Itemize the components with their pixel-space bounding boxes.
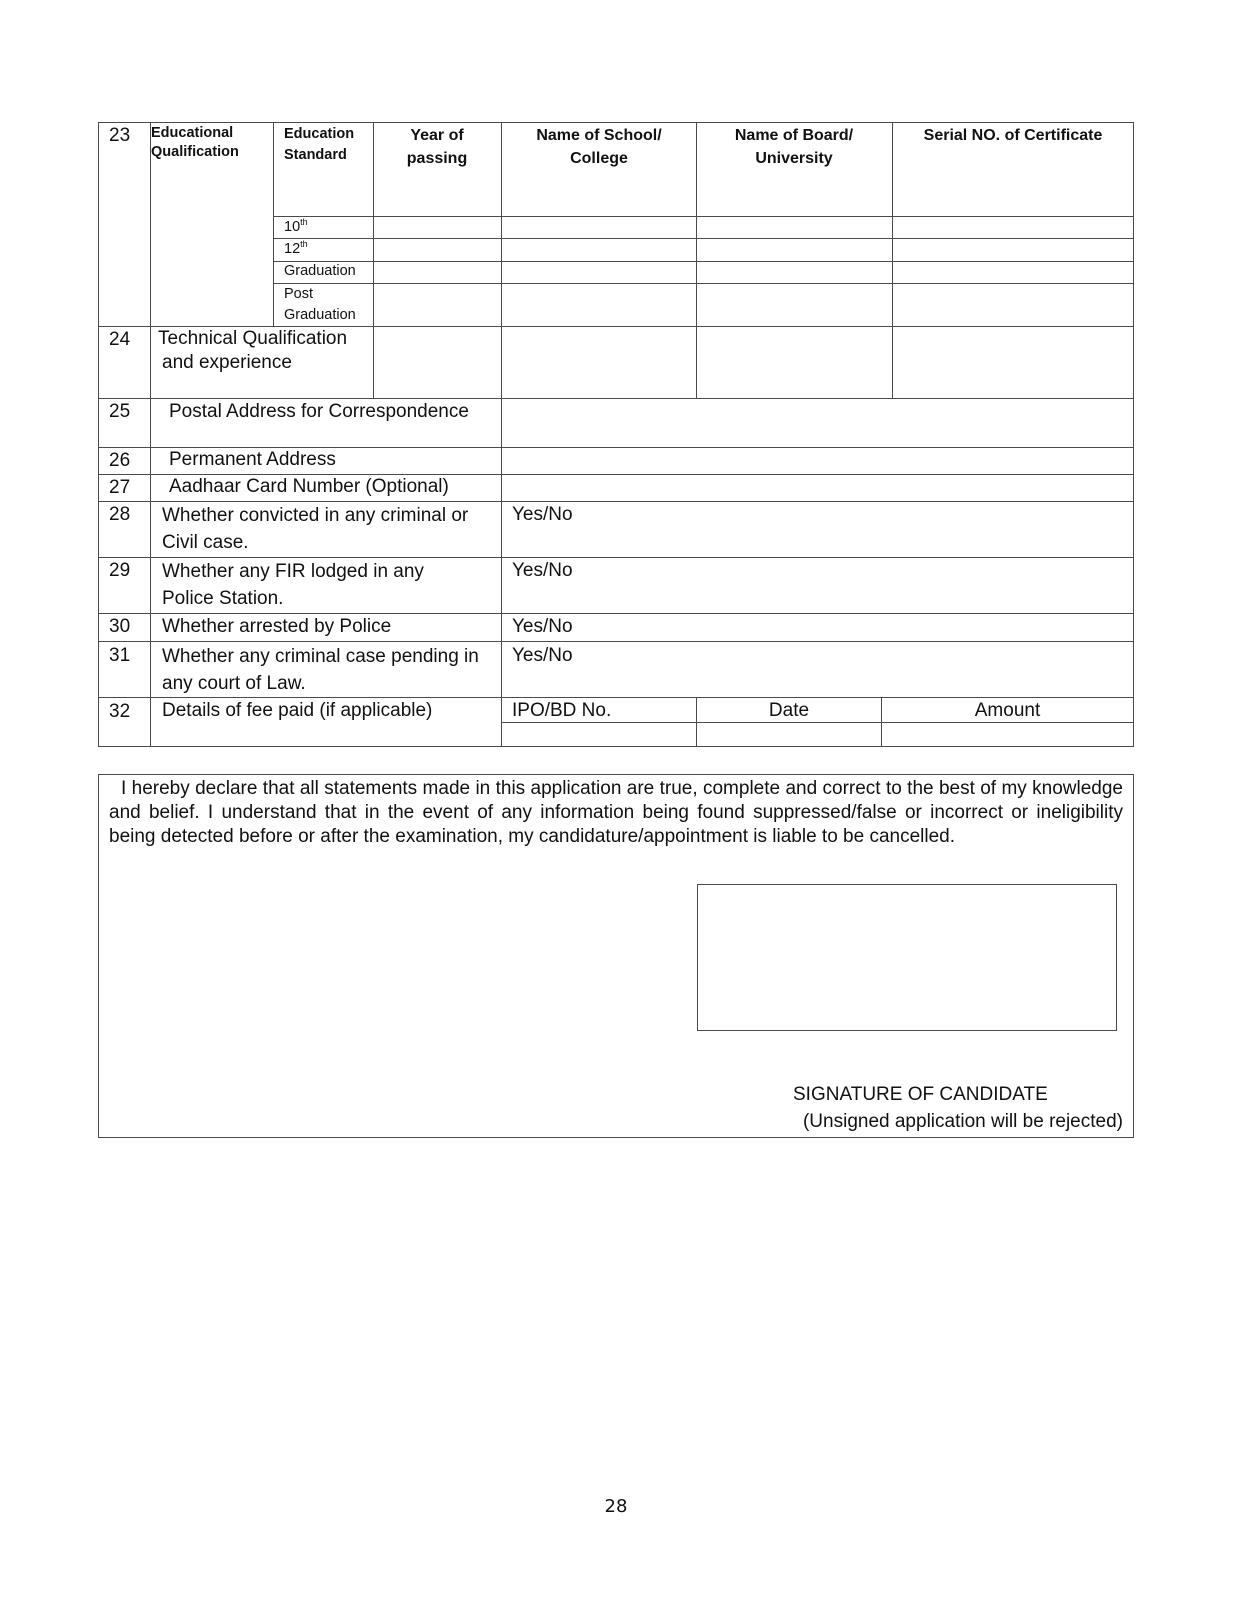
q25-number: 25	[109, 401, 131, 422]
standard-graduation: Graduation	[284, 263, 356, 279]
header-serial-no-certificate: Serial NO. of Certificate	[923, 127, 1103, 144]
q29-label: Whether any FIR lodged in any Police Station.	[162, 561, 424, 609]
q29-number: 29	[109, 560, 131, 581]
q27-label: Aadhaar Card Number (Optional)	[169, 476, 449, 497]
q24-label: Technical Qualification and experience	[158, 328, 348, 373]
q24-number: 24	[109, 329, 131, 350]
q28-answer: Yes/No	[512, 504, 573, 525]
q30-number: 30	[109, 616, 131, 637]
q31-label: Whether any criminal case pending in any court of Law.	[162, 646, 479, 694]
q28-label: Whether convicted in any criminal or Civil case.	[162, 505, 469, 553]
q28-number: 28	[109, 504, 131, 525]
header-school-college: Name of School/ College	[536, 127, 662, 168]
standard-10th: 10th	[284, 217, 308, 235]
q23-number: 23	[109, 125, 131, 146]
signature-box[interactable]	[697, 884, 1117, 1031]
q23-label: Educational Qualification	[151, 125, 239, 160]
q27-number: 27	[109, 477, 131, 498]
declaration-box	[98, 774, 1134, 1138]
q32-label: Details of fee paid (if applicable)	[162, 700, 433, 721]
signature-label: SIGNATURE OF CANDIDATE	[793, 1084, 1048, 1105]
q26-label: Permanent Address	[169, 449, 336, 470]
q26-number: 26	[109, 450, 131, 471]
standard-12th: 12th	[284, 239, 308, 257]
header-year-of-passing: Year of passing	[406, 127, 468, 168]
q30-answer: Yes/No	[512, 616, 573, 637]
q29-answer: Yes/No	[512, 560, 573, 581]
q30-label: Whether arrested by Police	[162, 616, 392, 637]
fee-col-amount: Amount	[974, 700, 1041, 721]
standard-post-graduation: Post Graduation	[284, 286, 356, 324]
signature-note: (Unsigned application will be rejected)	[802, 1111, 1123, 1132]
q31-answer: Yes/No	[512, 645, 573, 666]
fee-col-ipo-bd-no: IPO/BD No.	[512, 700, 612, 721]
q25-label: Postal Address for Correspondence	[169, 401, 469, 422]
header-education-standard: Education Standard	[284, 126, 355, 164]
fee-col-date: Date	[768, 700, 810, 721]
q31-number: 31	[109, 645, 131, 666]
header-board-university: Name of Board/ University	[734, 127, 854, 168]
q32-number: 32	[109, 701, 131, 722]
declaration-text: I hereby declare that all statements made in this application are true, complete and correct to the best of my knowledge and belief. I understand that in the event of any information being found suppressed/false or incorrect or ineligibility being detected before or after the examination, my candidature/appointment is liable to be cancelled.	[109, 778, 1123, 847]
page-number: 28	[604, 1496, 628, 1517]
